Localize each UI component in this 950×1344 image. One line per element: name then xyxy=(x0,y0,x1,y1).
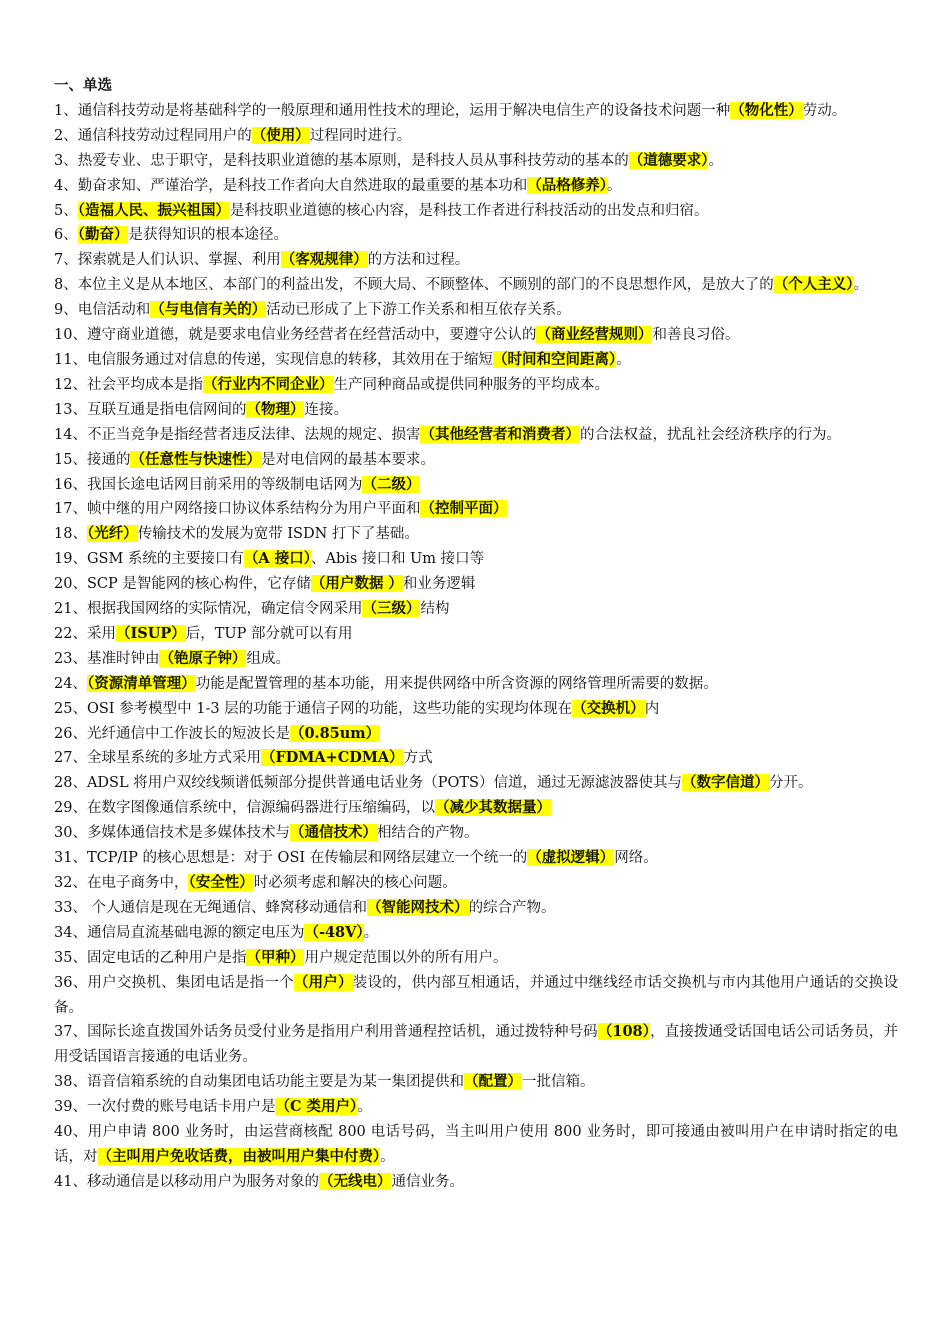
question-item xyxy=(54,448,898,473)
question-text: 27、全球星系统的多址方式采用 xyxy=(54,750,261,767)
question-text: 时必须考虑和解决的核心问题。 xyxy=(253,875,457,891)
question-text: 和业务逻辑 xyxy=(402,576,476,593)
question-text: 23、基准时钟由 xyxy=(54,650,160,667)
question-item xyxy=(54,771,898,796)
question-text: 14、不正当竞争是指经营者违反法律、法规的规定、损害 xyxy=(54,426,421,443)
question-text: 41、移动通信是以移动用户为服务对象的 xyxy=(54,1173,319,1190)
question-item xyxy=(54,1170,898,1195)
question-text: 连接。 xyxy=(304,401,348,418)
question-text: 39、一次付费的账号电话卡用户是 xyxy=(54,1099,276,1116)
answer-highlight: （无线电） xyxy=(318,1172,392,1190)
question-text: 结构 xyxy=(420,601,450,618)
question-text: 38、语音信箱系统的自动集团电话功能主要是为某一集团提供和 xyxy=(54,1074,464,1091)
question-text: 12、社会平均成本是指 xyxy=(54,376,203,393)
question-text: 功能是配置管理的基本功能，用来提供网络中所含资源的网络管理所需要的数据。 xyxy=(195,675,718,692)
question-item xyxy=(54,1095,898,1120)
answer-highlight: （交换机） xyxy=(572,699,645,717)
question-text: 。 xyxy=(606,177,622,194)
answer-highlight: （时间和空间距离） xyxy=(492,350,617,368)
question-text: 19、GSM 系统的主要接口有 xyxy=(54,551,244,568)
question-item xyxy=(54,124,898,149)
question-item xyxy=(54,99,898,124)
question-text: 的合法权益，扰乱社会经济秩序的行为。 xyxy=(579,426,841,443)
question-text: 是获得知识的根本途径。 xyxy=(128,227,288,244)
question-text: 16、我国长途电话网目前采用的等级制电话网为 xyxy=(54,476,363,493)
question-text: 。 xyxy=(708,152,723,169)
answer-highlight: （与电信有关的） xyxy=(150,301,267,319)
question-item xyxy=(54,946,898,971)
answer-highlight: （108） xyxy=(597,1023,651,1041)
answer-highlight: （A 接口） xyxy=(243,550,311,568)
question-item xyxy=(54,348,898,373)
question-text: 6、 xyxy=(54,227,78,244)
question-item xyxy=(54,149,898,174)
question-text: 活动已形成了上下游工作关系和相互依存关系。 xyxy=(266,302,571,319)
question-text: 29、在数字图像通信系统中，信源编码器进行压缩编码，以 xyxy=(54,800,435,817)
question-text: 。 xyxy=(380,1148,395,1165)
question-text: 。 xyxy=(616,351,631,368)
question-text: 15、接通的 xyxy=(54,451,131,468)
question-text: 通信业务。 xyxy=(391,1173,464,1190)
question-text: 17、帧中继的用户网络接口协议体系结构分为用户平面和 xyxy=(54,501,421,518)
question-text: 分开。 xyxy=(768,775,813,792)
question-text: 11、电信服务通过对信息的传递，实现信息的转移，其效用在于缩短 xyxy=(54,351,493,368)
question-text: 30、多媒体通信技术是多媒体技术与 xyxy=(54,825,290,842)
question-text: 是对电信网的最基本要求。 xyxy=(260,451,435,468)
question-item xyxy=(54,1120,898,1170)
question-text: 相结合的产物。 xyxy=(376,825,479,842)
answer-highlight: （客观规律） xyxy=(280,251,368,269)
question-item xyxy=(54,722,898,747)
question-text: 5、 xyxy=(54,202,78,219)
answer-highlight: （品格修养） xyxy=(527,176,607,194)
answer-highlight: （铯原子钟） xyxy=(159,649,247,667)
question-item xyxy=(54,871,898,896)
question-text: 的综合产物。 xyxy=(468,899,556,916)
question-text: 用户规定范围以外的所有用户。 xyxy=(304,949,508,966)
answer-highlight: （任意性与快速性） xyxy=(130,450,261,468)
question-text: 、Abis 接口和 Um 接口等 xyxy=(311,551,485,568)
question-text: 21、根据我国网络的实际情况，确定信令网采用 xyxy=(54,601,363,618)
question-item xyxy=(54,896,898,921)
answer-highlight: （甲种） xyxy=(246,948,305,966)
question-item xyxy=(54,423,898,448)
question-item xyxy=(54,572,898,597)
answer-highlight: （-48V） xyxy=(304,923,364,941)
question-item xyxy=(54,796,898,821)
question-text: 生产同种商品或提供同种服务的平均成本。 xyxy=(333,376,609,393)
question-text: ，直接拨通受话国电话公司话务员，并用受话国语言接通的电话业务。 xyxy=(54,1024,898,1066)
answer-highlight: （FDMA+CDMA） xyxy=(260,749,404,767)
answer-highlight: （物理） xyxy=(246,400,305,418)
question-item xyxy=(54,821,898,846)
answer-highlight: （C 类用户） xyxy=(275,1098,358,1116)
question-item xyxy=(54,971,898,1021)
question-text: 是科技职业道德的核心内容，是科技工作者进行科技活动的出发点和归宿。 xyxy=(229,202,709,219)
question-item xyxy=(54,1070,898,1095)
answer-highlight: （三级） xyxy=(362,600,421,618)
answer-highlight: （勤奋） xyxy=(77,226,129,244)
question-item xyxy=(54,223,898,248)
question-text: 组成。 xyxy=(246,650,290,667)
question-text: 方式 xyxy=(403,750,433,767)
question-item xyxy=(54,522,898,547)
question-item xyxy=(54,1020,898,1070)
question-text: 9、电信活动和 xyxy=(54,302,151,319)
question-text: 后，TUP 部分就可以有用 xyxy=(185,625,353,642)
question-text: 劳动。 xyxy=(802,102,847,119)
answer-highlight: （二级） xyxy=(362,475,421,493)
question-text: 33、 个人通信是现在无绳通信、蜂窝移动通信和 xyxy=(54,899,368,916)
question-list xyxy=(54,99,898,1195)
answer-highlight: （0.85um） xyxy=(289,724,381,742)
question-text: 18、 xyxy=(54,526,87,543)
answer-highlight: （使用） xyxy=(251,126,310,144)
answer-highlight: （商业经营规则） xyxy=(536,326,653,344)
question-text: 。 xyxy=(357,1099,372,1116)
question-item xyxy=(54,647,898,672)
question-item xyxy=(54,672,898,697)
answer-highlight: （资源清单管理） xyxy=(86,674,196,692)
question-item xyxy=(54,398,898,423)
answer-highlight: （通信技术） xyxy=(289,824,377,842)
answer-highlight: （智能网技术） xyxy=(367,898,469,916)
question-text: 传输技术的发展为宽带 ISDN 打下了基础。 xyxy=(137,526,419,543)
question-text: 装设的，供内部互相通话，并通过中继线经市话交换机与市内其他用户通话的交换设备。 xyxy=(54,974,899,1016)
question-text: 36、用户交换机、集团电话是指一个 xyxy=(54,974,294,991)
question-item xyxy=(54,547,898,572)
question-text: 20、SCP 是智能网的核心构件，它存储 xyxy=(54,576,311,593)
question-item xyxy=(54,597,898,622)
question-text: 内 xyxy=(644,700,660,717)
question-item xyxy=(54,697,898,722)
answer-highlight: （造福人民、振兴祖国） xyxy=(77,201,230,219)
answer-highlight: （ISUP） xyxy=(115,624,186,642)
question-text: 3、热爱专业、忠于职守，是科技职业道德的基本原则，是科技人员从事科技劳动的基本的 xyxy=(54,152,629,169)
question-item xyxy=(54,298,898,323)
question-item xyxy=(54,323,898,348)
answer-highlight: （主叫用户免收话费，由被叫用户集中付费） xyxy=(97,1147,381,1165)
question-item xyxy=(54,273,898,298)
question-text: 一批信箱。 xyxy=(521,1074,595,1091)
question-text: 26、光纤通信中工作波长的短波长是 xyxy=(54,725,290,742)
question-text: 。 xyxy=(853,277,868,294)
answer-highlight: （行业内不同企业） xyxy=(202,375,334,393)
question-text: 的方法和过程。 xyxy=(367,252,470,269)
question-text: 32、在电子商务中， xyxy=(54,875,189,891)
question-text: 10、遵守商业道德，就是要求电信业务经营者在经营活动中，要遵守公认的 xyxy=(54,327,537,344)
question-item xyxy=(54,174,898,199)
question-text: 过程同时进行。 xyxy=(309,127,412,144)
answer-highlight: （个人主义） xyxy=(773,276,854,294)
answer-highlight: （安全性） xyxy=(188,874,254,891)
answer-highlight: （用户） xyxy=(293,973,353,991)
question-text: 22、采用 xyxy=(54,625,116,642)
question-text: 25、OSI 参考模型中 1-3 层的功能于通信子网的功能，这些功能的实现均体现在 xyxy=(54,700,573,717)
question-text: 40、用户申请 800 业务时，由运营商核配 800 电话号码，当主叫用户使用 800 业务时，即可接通由被叫用户在申请时指定的电话，对 xyxy=(54,1124,898,1165)
answer-highlight: （其他经营者和消费者） xyxy=(420,425,580,443)
question-text: 31、TCP/IP 的核心思想是：对于 OSI 在传输层和网络层建立一个统一的 xyxy=(54,850,528,867)
answer-highlight: （用户数据 ） xyxy=(310,575,403,593)
question-text: 网络。 xyxy=(614,850,658,867)
question-text: 8、本位主义是从本地区、本部门的利益出发，不顾大局、不顾整体、不顾别的部门的不良思想作风，是放大了的 xyxy=(54,277,774,294)
answer-highlight: （减少其数据量） xyxy=(434,799,551,817)
question-text: 和善良习俗。 xyxy=(652,327,740,344)
question-item xyxy=(54,497,898,522)
answer-highlight: （物化性） xyxy=(730,101,803,119)
question-item xyxy=(54,746,898,771)
answer-highlight: （配置） xyxy=(463,1073,522,1091)
answer-highlight: （道德要求） xyxy=(628,151,709,169)
question-item xyxy=(54,921,898,946)
question-item xyxy=(54,199,898,224)
question-text: 2、通信科技劳动过程同用户的 xyxy=(54,127,252,144)
answer-highlight: （光纤） xyxy=(86,525,138,543)
section-title: 一、单选 xyxy=(54,77,112,94)
answer-highlight: （控制平面） xyxy=(420,500,508,518)
question-item xyxy=(54,846,898,871)
question-text: 24、 xyxy=(54,675,87,692)
question-item xyxy=(54,622,898,647)
question-text: 37、国际长途直拨国外话务员受付业务是指用户利用普通程控话机，通过拨特种号码 xyxy=(54,1024,598,1041)
question-item xyxy=(54,473,898,498)
question-text: 28、ADSL 将用户双绞线频谱低频部分提供普通电话业务（POTS）信道，通过无源滤波器使其与 xyxy=(54,775,682,792)
question-text: 13、互联互通是指电信网间的 xyxy=(54,401,247,418)
question-text: 1、通信科技劳动是将基础科学的一般原理和通用性技术的理论，运用于解决电信生产的设备技术问题一种 xyxy=(54,102,731,119)
question-text: 34、通信局直流基础电源的额定电压为 xyxy=(54,924,305,941)
question-text: 7、探索就是人们认识、掌握、利用 xyxy=(54,252,281,269)
question-text: 4、勤奋求知、严谨治学，是科技工作者向大自然进取的最重要的基本功和 xyxy=(54,177,528,194)
question-item xyxy=(54,373,898,398)
answer-highlight: （数字信道） xyxy=(681,774,769,792)
question-text: 。 xyxy=(363,924,379,941)
question-text: 35、固定电话的乙种用户是指 xyxy=(54,949,247,966)
answer-highlight: （虚拟逻辑） xyxy=(527,849,615,867)
question-item xyxy=(54,248,898,273)
